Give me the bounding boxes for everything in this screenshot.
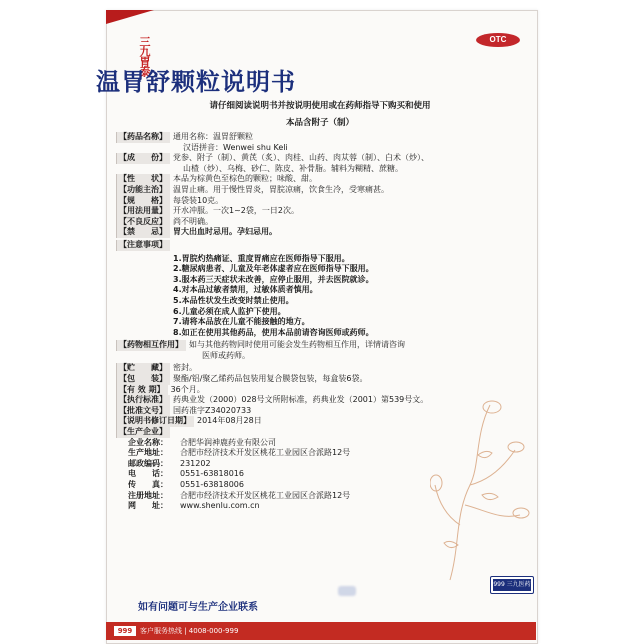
drug-common-name: 通用名称：温胃舒颗粒: [173, 132, 253, 141]
company-row-value: 0551-63818006: [180, 480, 244, 489]
page-title: 温胃舒颗粒说明书: [96, 68, 296, 96]
company-row: [116, 501, 526, 512]
list-item: 8.如正在使用其他药品，使用本品前请咨询医师或药师。: [173, 327, 374, 337]
revision-text: 2014年08月28日: [197, 416, 262, 426]
company-row-key: 企业名称：: [128, 437, 168, 447]
functions-text: 温胃止痛。用于慢性胃炎，胃脘凉痛，饮食生冷，受寒痛甚。: [173, 184, 389, 194]
company-row: [116, 459, 526, 470]
traits-text: 本品为棕黄色至棕色的颗粒；味酸、甜。: [173, 174, 317, 184]
company-row-value: 合肥市经济技术开发区桃花工业园区合派路12号: [180, 490, 351, 500]
drug-pinyin: 汉语拼音：Wenwei shu Keli: [183, 142, 288, 152]
company-row-value: 231202: [180, 458, 211, 468]
company-row: [116, 469, 526, 480]
reading-notice: 请仔细阅读说明书并按说明使用或在药师指导下购买和使用: [209, 101, 431, 111]
list-item: 4.对本品过敏者禁用，过敏体质者慎用。: [173, 285, 318, 295]
customer-hotline: 客户服务热线 | 4008-000-999: [140, 627, 239, 635]
brand-logo-text: 三九胃泰: [138, 36, 151, 76]
approval-text: 国药准字Z34020733: [173, 405, 252, 415]
traits-label: 【性 状】: [116, 174, 170, 185]
list-item: 1.胃脘灼热痛证、重度胃痛应在医师指导下服用。: [173, 253, 350, 263]
company-row: [116, 438, 526, 449]
precautions-label: 【注意事项】: [116, 240, 170, 251]
company-row-key: 生产地址：: [128, 448, 168, 458]
list-item: 5.本品性状发生改变时禁止使用。: [173, 295, 294, 305]
approval-label: 【批准文号】: [116, 406, 170, 417]
footer-badge: 999: [114, 626, 136, 636]
ingredients-text-1: 党参、附子（制）、黄芪（炙）、肉桂、山药、肉苁蓉（制）、白术（炒）、: [173, 153, 429, 163]
package-label: 【包 装】: [116, 374, 170, 385]
revision-label: 【说明书修订日期】: [116, 416, 194, 427]
otc-badge: OTC: [476, 33, 520, 47]
precautions-list: [116, 254, 526, 339]
company-row: [116, 491, 526, 502]
company-row-key: 网 址：: [128, 501, 168, 511]
company-website: www.shenlu.com.cn: [180, 501, 260, 511]
contact-prompt: 如有问题可与生产企业联系: [138, 602, 258, 613]
company-row-value: 合肥华润神鹿药业有限公司: [180, 437, 276, 447]
blurred-mark: [338, 586, 356, 596]
standard-label: 【执行标准】: [116, 395, 170, 406]
list-item: 7.请将本品放在儿童不能接触的地方。: [173, 317, 310, 327]
interaction-label: 【药物相互作用】: [116, 340, 186, 351]
footer-bar: [106, 622, 536, 640]
drug-info-table: [116, 132, 526, 512]
interaction-text-2: 医师或药师。: [202, 350, 250, 360]
brand-seal-text: 999 三九医药: [493, 579, 531, 591]
ingredients-text-2: 山楂（炒）、乌梅、砂仁、陈皮、补骨脂。辅料为糊精、蔗糖。: [183, 163, 403, 173]
brand-seal: [490, 576, 534, 594]
list-item: 2.糖尿病患者、儿童及年老体虚者应在医师指导下服用。: [173, 264, 374, 274]
standard-text: 药典业发（2000）028号文所附标准，药典业发（2001）第539号文。: [173, 395, 429, 405]
validity-label: 【有 效 期】: [116, 385, 168, 396]
company-details: [116, 438, 526, 512]
interaction-text-1: 如与其他药物同时使用可能会发生药物相互作用，详情请咨询: [189, 340, 405, 350]
usage-label: 【用法用量】: [116, 206, 170, 217]
spec-label: 【规 格】: [116, 196, 170, 207]
spec-text: 每袋装10克。: [173, 195, 224, 205]
list-item: 6.儿童必须在成人监护下使用。: [173, 306, 286, 316]
contraindications-text: 胃大出血时忌用。孕妇忌用。: [173, 227, 277, 237]
company-row-key: 传 真：: [128, 480, 168, 489]
ingredients-label: 【成 份】: [116, 153, 170, 164]
company-label: 【生产企业】: [116, 427, 170, 438]
attached-ingredient-note: 本品含附子（制）: [285, 118, 354, 128]
company-row: [116, 448, 526, 459]
functions-label: 【功能主治】: [116, 185, 170, 196]
package-text: 聚酯/铝/聚乙烯药品包装用复合膜袋包装，每盒装6袋。: [173, 374, 368, 384]
usage-text: 开水冲服。一次1~2袋，一日2次。: [173, 206, 299, 216]
drug-name-label: 【药品名称】: [116, 132, 170, 143]
storage-label: 【贮 藏】: [116, 363, 170, 374]
list-item: 3.服本药三天症状未改善，应停止服用，并去医院就诊。: [173, 274, 374, 284]
company-row-key: 电 话：: [128, 469, 168, 479]
company-row-key: 邮政编码：: [128, 458, 168, 468]
company-row: [116, 480, 526, 491]
company-row-value: 合肥市经济技术开发区桃花工业园区合派路12号: [180, 448, 351, 458]
adverse-label: 【不良反应】: [116, 217, 170, 228]
company-row-value: 0551-63818016: [180, 469, 244, 479]
validity-text: 36个月。: [170, 384, 205, 394]
adverse-text: 尚不明确。: [173, 216, 213, 226]
contraindications-label: 【禁 忌】: [116, 227, 170, 238]
storage-text: 密封。: [173, 363, 197, 373]
company-row-key: 注册地址：: [128, 490, 168, 500]
